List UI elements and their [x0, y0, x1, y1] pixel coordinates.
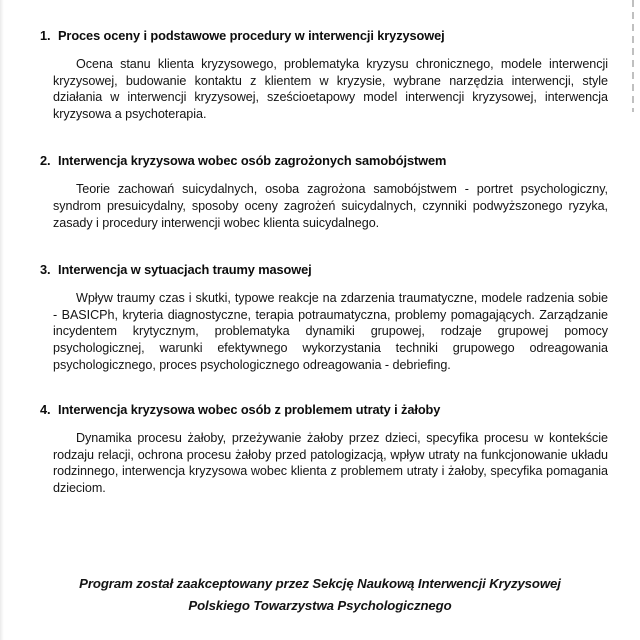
section-2-body: Teorie zachowań suicydalnych, osoba zagrożona samobójstwem - portret psychologiczny, syndrom presuicydalny, sposoby oceny zagrożeń suicydalnych, czynniki podwyższonego ryzyka, zasady i procedury interwencji wobec klienta suicydalnego. [53, 182, 608, 230]
footer-line-1: Program został zaakceptowany przez Sekcję Naukową Interwencji Kryzysowej [79, 576, 561, 591]
section-3-number: 3. [40, 262, 51, 278]
section-2-heading [0, 153, 640, 168]
section-1 [0, 28, 640, 122]
footer-line-2: Polskiego Towarzystwa Psychologicznego [188, 598, 452, 613]
section-4-title: Interwencja kryzysowa wobec osób z problemem utraty i żałoby [58, 402, 441, 418]
section-1-number: 1. [40, 28, 51, 43]
section-2 [0, 153, 640, 231]
section-1-title: Proces oceny i podstawowe procedury w interwencji kryzysowej [58, 28, 445, 43]
section-4-number: 4. [40, 402, 51, 418]
section-2-number: 2. [40, 153, 51, 169]
section-1-heading [0, 28, 640, 43]
section-3 [0, 262, 640, 373]
section-3-heading [0, 262, 640, 277]
section-4-body: Dynamika procesu żałoby, przeżywanie żałoby przez dzieci, specyfika procesu w kontekście rodzaju relacji, ochrona procesu żałoby przed patologizacją, wpływ utraty na funkcjonowanie układu rodzinnego, interwencja kryzysowa wobec klienta z problemem utraty i żałoby, specyfika pomagania dzieciom. [53, 431, 608, 495]
section-4-heading [0, 402, 640, 417]
section-1-body: Ocena stanu klienta kryzysowego, problematyka kryzysu chronicznego, modele interwencji kryzysowej, budowanie kontaktu z klientem w kryzysie, wybrane narzędzia interwencji, style działania w interwencji kryzysowej, sześcioetapowy model interwencji kryzysowej, interwencja kryzysowa a psychoterapia. [53, 57, 608, 121]
document-footer [0, 573, 640, 617]
section-3-title: Interwencja w sytuacjach traumy masowej [58, 262, 312, 278]
section-2-title: Interwencja kryzysowa wobec osób zagrożonych samobójstwem [58, 153, 447, 169]
section-3-body: Wpływ traumy czas i skutki, typowe reakcje na zdarzenia traumatyczne, modele radzenia sobie - BASICPh, kryteria diagnostyczne, terapia potraumatyczna, problemy pomagających. Zarządzanie incydentem krytycznym, problematyka dynamiki grupowej, rodzaje grupowej pomocy psychologicznej, warunki efektywnego wykorzystania techniki grupowego odreagowania psychologicznego, proces psychologicznego odreagowania - debriefing. [53, 291, 608, 372]
section-4 [0, 402, 640, 496]
